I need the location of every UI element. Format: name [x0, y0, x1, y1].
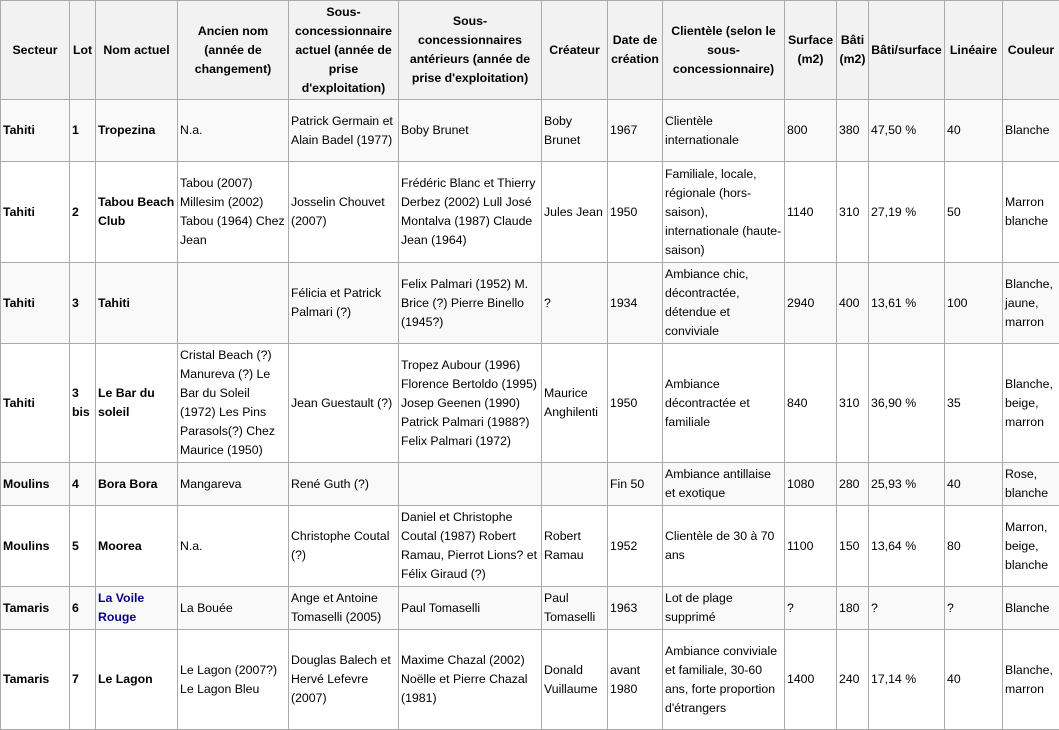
header-lot: Lot — [70, 1, 96, 100]
cell-bati-surface: 25,93 % — [869, 463, 945, 506]
cell-ancien-nom: Tabou (2007) Millesim (2002) Tabou (1964) Chez Jean — [178, 162, 289, 263]
cell-date-creation: 1950 — [608, 162, 663, 263]
cell-secteur: Tamaris — [1, 587, 70, 630]
table-row — [1, 162, 1059, 263]
cell-nom-actuel: Tahiti — [96, 263, 178, 344]
cell-createur: Maurice Anghilenti — [542, 344, 608, 463]
cell-secteur: Tahiti — [1, 100, 70, 162]
cell-createur: Boby Brunet — [542, 100, 608, 162]
cell-surface: 800 — [785, 100, 837, 162]
cell-sous-concessionnaires-anterieurs — [399, 463, 542, 506]
header-nom-actuel: Nom actuel — [96, 1, 178, 100]
cell-clientele: Ambiance décontractée et familiale — [663, 344, 785, 463]
cell-surface: ? — [785, 587, 837, 630]
cell-bati: 150 — [837, 506, 869, 587]
cell-createur: Robert Ramau — [542, 506, 608, 587]
header-lineaire: Linéaire — [945, 1, 1003, 100]
cell-ancien-nom — [178, 263, 289, 344]
cell-lot: 3 bis — [70, 344, 96, 463]
header-sous-concessionnaire-actuel: Sous-concessionnaire actuel (année de prise d'exploitation) — [289, 1, 399, 100]
cell-createur: Paul Tomaselli — [542, 587, 608, 630]
cell-secteur: Moulins — [1, 506, 70, 587]
cell-lot: 5 — [70, 506, 96, 587]
cell-ancien-nom: La Bouée — [178, 587, 289, 630]
cell-couleur: Blanche, jaune, marron — [1003, 263, 1059, 344]
cell-createur: Donald Vuillaume — [542, 630, 608, 730]
cell-nom-actuel: Bora Bora — [96, 463, 178, 506]
cell-lineaire: 35 — [945, 344, 1003, 463]
cell-bati: 180 — [837, 587, 869, 630]
cell-ancien-nom: N.a. — [178, 506, 289, 587]
cell-lot: 7 — [70, 630, 96, 730]
cell-bati: 310 — [837, 344, 869, 463]
cell-clientele: Lot de plage supprimé — [663, 587, 785, 630]
header-couleur: Couleur — [1003, 1, 1059, 100]
cell-nom-actuel: Tropezina — [96, 100, 178, 162]
cell-sous-concessionnaire-actuel: René Guth (?) — [289, 463, 399, 506]
cell-clientele: Ambiance chic, décontractée, détendue et conviviale — [663, 263, 785, 344]
header-bati-surface: Bâti/surface — [869, 1, 945, 100]
table-row — [1, 630, 1059, 730]
cell-clientele: Familiale, locale, régionale (hors-saison), internationale (haute-saison) — [663, 162, 785, 263]
cell-sous-concessionnaires-anterieurs: Frédéric Blanc et Thierry Derbez (2002) Lull José Montalva (1987) Claude Jean (1964) — [399, 162, 542, 263]
cell-secteur: Tahiti — [1, 344, 70, 463]
cell-date-creation: 1950 — [608, 344, 663, 463]
cell-bati-surface: ? — [869, 587, 945, 630]
cell-secteur: Moulins — [1, 463, 70, 506]
header-createur: Créateur — [542, 1, 608, 100]
cell-lot: 6 — [70, 587, 96, 630]
header-ancien-nom: Ancien nom (année de changement) — [178, 1, 289, 100]
cell-clientele: Ambiance conviviale et familiale, 30-60 ans, forte proportion d'étrangers — [663, 630, 785, 730]
cell-lot: 3 — [70, 263, 96, 344]
cell-bati: 240 — [837, 630, 869, 730]
table-row — [1, 344, 1059, 463]
cell-nom-actuel: Le Lagon — [96, 630, 178, 730]
cell-createur: Jules Jean — [542, 162, 608, 263]
table-row — [1, 587, 1059, 630]
cell-bati: 400 — [837, 263, 869, 344]
cell-clientele: Clientèle de 30 à 70 ans — [663, 506, 785, 587]
cell-ancien-nom: Le Lagon (2007?) Le Lagon Bleu — [178, 630, 289, 730]
cell-bati-surface: 17,14 % — [869, 630, 945, 730]
cell-nom-actuel[interactable] — [96, 587, 178, 630]
header-clientele: Clientèle (selon le sous-concessionnaire) — [663, 1, 785, 100]
cell-couleur: Blanche, marron — [1003, 630, 1059, 730]
cell-lineaire: 40 — [945, 463, 1003, 506]
header-date-creation: Date de création — [608, 1, 663, 100]
cell-lineaire: 80 — [945, 506, 1003, 587]
cell-date-creation: Fin 50 — [608, 463, 663, 506]
cell-sous-concessionnaire-actuel: Christophe Coutal (?) — [289, 506, 399, 587]
cell-surface: 1100 — [785, 506, 837, 587]
cell-ancien-nom: Cristal Beach (?) Manureva (?) Le Bar du Soleil (1972) Les Pins Parasols(?) Chez Maurice (1950) — [178, 344, 289, 463]
cell-couleur: Rose, blanche — [1003, 463, 1059, 506]
cell-date-creation: 1934 — [608, 263, 663, 344]
cell-surface: 2940 — [785, 263, 837, 344]
table-row — [1, 506, 1059, 587]
la-voile-rouge-link[interactable]: La Voile Rouge — [98, 591, 144, 624]
cell-secteur: Tahiti — [1, 162, 70, 263]
cell-lineaire: 40 — [945, 630, 1003, 730]
cell-lot: 2 — [70, 162, 96, 263]
cell-sous-concessionnaire-actuel: Douglas Balech et Hervé Lefevre (2007) — [289, 630, 399, 730]
cell-secteur: Tamaris — [1, 630, 70, 730]
cell-clientele: Ambiance antillaise et exotique — [663, 463, 785, 506]
cell-sous-concessionnaires-anterieurs: Maxime Chazal (2002) Noëlle et Pierre Chazal (1981) — [399, 630, 542, 730]
cell-lineaire: 40 — [945, 100, 1003, 162]
table-row — [1, 100, 1059, 162]
cell-sous-concessionnaires-anterieurs: Paul Tomaselli — [399, 587, 542, 630]
table-row — [1, 463, 1059, 506]
cell-bati-surface: 13,61 % — [869, 263, 945, 344]
cell-couleur: Blanche — [1003, 100, 1059, 162]
cell-bati-surface: 36,90 % — [869, 344, 945, 463]
header-secteur: Secteur — [1, 1, 70, 100]
cell-bati: 380 — [837, 100, 869, 162]
cell-date-creation: 1952 — [608, 506, 663, 587]
cell-secteur: Tahiti — [1, 263, 70, 344]
cell-sous-concessionnaire-actuel: Patrick Germain et Alain Badel (1977) — [289, 100, 399, 162]
table-row — [1, 263, 1059, 344]
cell-createur: ? — [542, 263, 608, 344]
cell-date-creation: 1963 — [608, 587, 663, 630]
cell-surface: 840 — [785, 344, 837, 463]
header-sous-concessionnaires-anterieurs: Sous-concessionnaires antérieurs (année de prise d'exploitation) — [399, 1, 542, 100]
cell-bati-surface: 13,64 % — [869, 506, 945, 587]
cell-lot: 1 — [70, 100, 96, 162]
cell-bati-surface: 27,19 % — [869, 162, 945, 263]
cell-couleur: Marron, beige, blanche — [1003, 506, 1059, 587]
cell-date-creation: 1967 — [608, 100, 663, 162]
cell-sous-concessionnaires-anterieurs: Daniel et Christophe Coutal (1987) Robert Ramau, Pierrot Lions? et Félix Giraud (?) — [399, 506, 542, 587]
cell-nom-actuel: Le Bar du soleil — [96, 344, 178, 463]
cell-sous-concessionnaires-anterieurs: Felix Palmari (1952) M. Brice (?) Pierre Binello (1945?) — [399, 263, 542, 344]
header-bati: Bâti (m2) — [837, 1, 869, 100]
cell-date-creation: avant 1980 — [608, 630, 663, 730]
cell-createur — [542, 463, 608, 506]
cell-sous-concessionnaires-anterieurs: Boby Brunet — [399, 100, 542, 162]
cell-lineaire: 100 — [945, 263, 1003, 344]
cell-couleur: Blanche — [1003, 587, 1059, 630]
cell-lineaire: ? — [945, 587, 1003, 630]
cell-couleur: Marron blanche — [1003, 162, 1059, 263]
cell-ancien-nom: N.a. — [178, 100, 289, 162]
cell-bati: 310 — [837, 162, 869, 263]
cell-surface: 1400 — [785, 630, 837, 730]
header-surface: Surface (m2) — [785, 1, 837, 100]
cell-sous-concessionnaire-actuel: Ange et Antoine Tomaselli (2005) — [289, 587, 399, 630]
cell-nom-actuel: Moorea — [96, 506, 178, 587]
cell-sous-concessionnaire-actuel: Félicia et Patrick Palmari (?) — [289, 263, 399, 344]
cell-bati: 280 — [837, 463, 869, 506]
cell-sous-concessionnaire-actuel: Jean Guestault (?) — [289, 344, 399, 463]
cell-lot: 4 — [70, 463, 96, 506]
cell-surface: 1140 — [785, 162, 837, 263]
cell-sous-concessionnaire-actuel: Josselin Chouvet (2007) — [289, 162, 399, 263]
cell-sous-concessionnaires-anterieurs: Tropez Aubour (1996) Florence Bertoldo (1995) Josep Geenen (1990) Patrick Palmari (1988?) Felix Palmari (1972) — [399, 344, 542, 463]
cell-couleur: Blanche, beige, marron — [1003, 344, 1059, 463]
cell-clientele: Clientèle internationale — [663, 100, 785, 162]
header-row — [1, 1, 1059, 100]
cell-nom-actuel: Tabou Beach Club — [96, 162, 178, 263]
cell-bati-surface: 47,50 % — [869, 100, 945, 162]
cell-lineaire: 50 — [945, 162, 1003, 263]
cell-surface: 1080 — [785, 463, 837, 506]
cell-ancien-nom: Mangareva — [178, 463, 289, 506]
